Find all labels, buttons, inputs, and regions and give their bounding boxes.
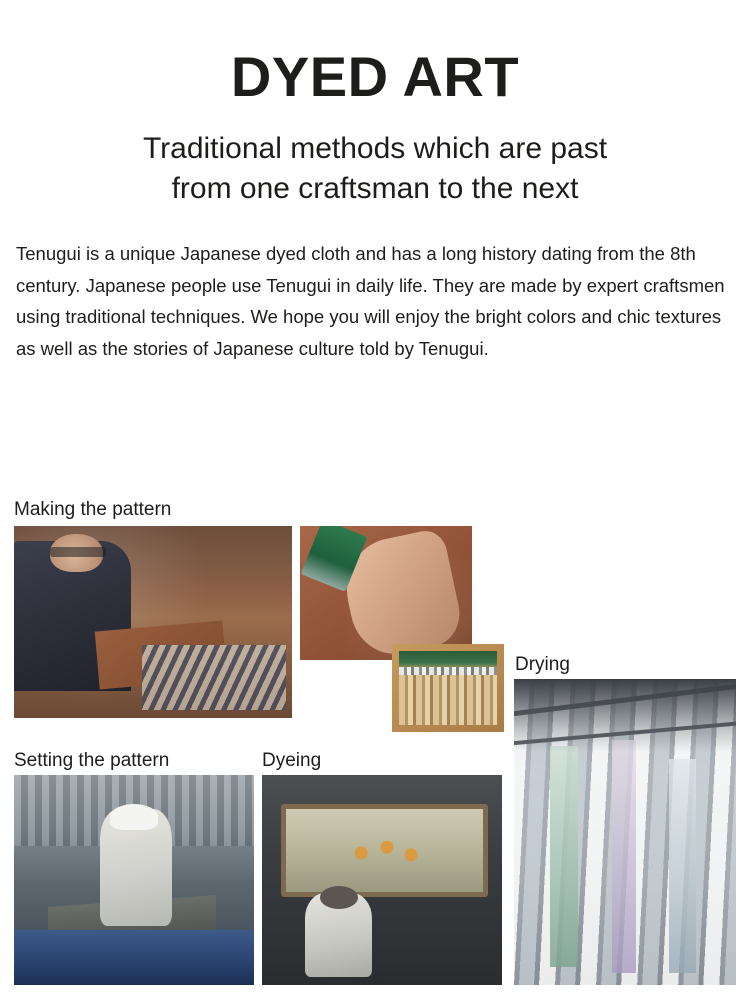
worker-cap	[110, 804, 158, 829]
drying-cloth-green	[550, 746, 579, 966]
page-subtitle	[14, 129, 736, 210]
caption-drying: Drying	[515, 654, 570, 675]
hands-carving-closeup-photo	[300, 526, 472, 660]
roof-beam	[514, 682, 736, 717]
caption-dyeing: Dyeing	[262, 750, 322, 771]
drying-cloth-photo	[514, 679, 736, 985]
framed-brushes-photo	[392, 644, 504, 732]
roof-beam	[514, 720, 736, 746]
caption-setting-the-pattern: Setting the pattern	[14, 750, 170, 771]
dyed-flower-motif	[344, 834, 430, 872]
subtitle-line-1: Traditional methods which are past	[142, 131, 608, 165]
intro-paragraph: Tenugui is a unique Japanese dyed cloth and has a long history dating from the 8th century. Japanese people use Tenugui in daily life. They are made by expert craftsmen using traditional techniques. We hope you will enjoy the bright colors and chic textures as well as the stories of Japanese culture told by Tenugui.	[16, 242, 725, 360]
subtitle-line-2: from one craftsman to the next	[171, 172, 579, 206]
workshop-setting-pattern-photo	[14, 775, 254, 985]
dyeing-table-photo	[262, 775, 502, 985]
craftsman-carving-pattern-photo	[14, 526, 292, 718]
carving-board	[95, 620, 227, 689]
drying-cloth-purple	[612, 740, 636, 973]
drying-cloth-blue	[669, 759, 696, 973]
poster-page	[0, 45, 750, 998]
caption-making-the-pattern: Making the pattern	[14, 499, 172, 520]
craftsman-glasses	[50, 547, 106, 557]
page-title: DYED ART	[230, 45, 520, 108]
